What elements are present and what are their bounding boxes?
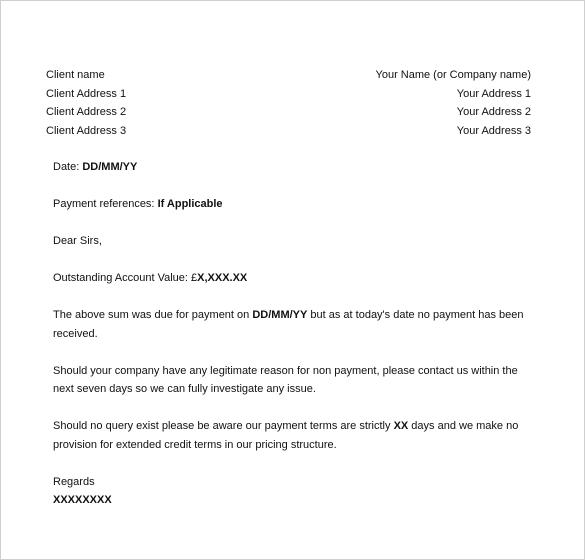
date-value: DD/MM/YY bbox=[82, 161, 138, 173]
closing: Regards bbox=[53, 475, 95, 488]
payment-terms-days: XX bbox=[393, 420, 409, 432]
outstanding-value-amount: X,XXX.XX bbox=[197, 272, 248, 284]
date-label: Date: bbox=[53, 161, 83, 173]
payment-terms-text-end: days and we make no provision for extended credit terms in our pricing structure. bbox=[53, 420, 519, 451]
legitimate-reason-paragraph: Should your company have any legitimate reason for non payment, please contact us within the next seven days so we can fully investigate any issue. bbox=[53, 364, 518, 395]
client-name: Client name bbox=[46, 69, 105, 81]
payment-reference-value: If Applicable bbox=[157, 198, 223, 210]
payment-due-text-end: but as at today's date no payment has been received. bbox=[53, 309, 524, 340]
date-line bbox=[53, 158, 533, 177]
signature-text: XXXXXXXX bbox=[53, 494, 112, 506]
outstanding-value-line bbox=[53, 269, 533, 288]
sender-address-line-1: Your Address 1 bbox=[456, 87, 531, 100]
client-address-line-3: Client Address 3 bbox=[46, 124, 127, 137]
sender-address-line-2: Your Address 2 bbox=[456, 106, 531, 118]
payment-due-date: DD/MM/YY bbox=[252, 309, 308, 321]
payment-terms-paragraph bbox=[53, 417, 533, 454]
client-address-block bbox=[46, 66, 126, 140]
sender-address-line-3: Your Address 3 bbox=[456, 124, 531, 137]
payment-due-text-start: The above sum was due for payment on bbox=[53, 309, 253, 321]
payment-due-paragraph bbox=[53, 306, 533, 343]
sender-name: Your Name (or Company name) bbox=[375, 69, 531, 81]
client-address-line-2: Client Address 2 bbox=[46, 106, 127, 118]
payment-reference-label: Payment references: bbox=[53, 198, 158, 210]
sender-address-block bbox=[376, 66, 532, 140]
payment-reference-line bbox=[53, 195, 533, 214]
salutation: Dear Sirs, bbox=[53, 235, 102, 247]
client-address-line-1: Client Address 1 bbox=[46, 87, 127, 100]
signature bbox=[53, 491, 533, 510]
payment-terms-text-start: Should no query exist please be aware our payment terms are strictly bbox=[53, 420, 394, 432]
outstanding-value-label: Outstanding Account Value: £ bbox=[53, 272, 198, 284]
letter-body bbox=[53, 158, 533, 510]
